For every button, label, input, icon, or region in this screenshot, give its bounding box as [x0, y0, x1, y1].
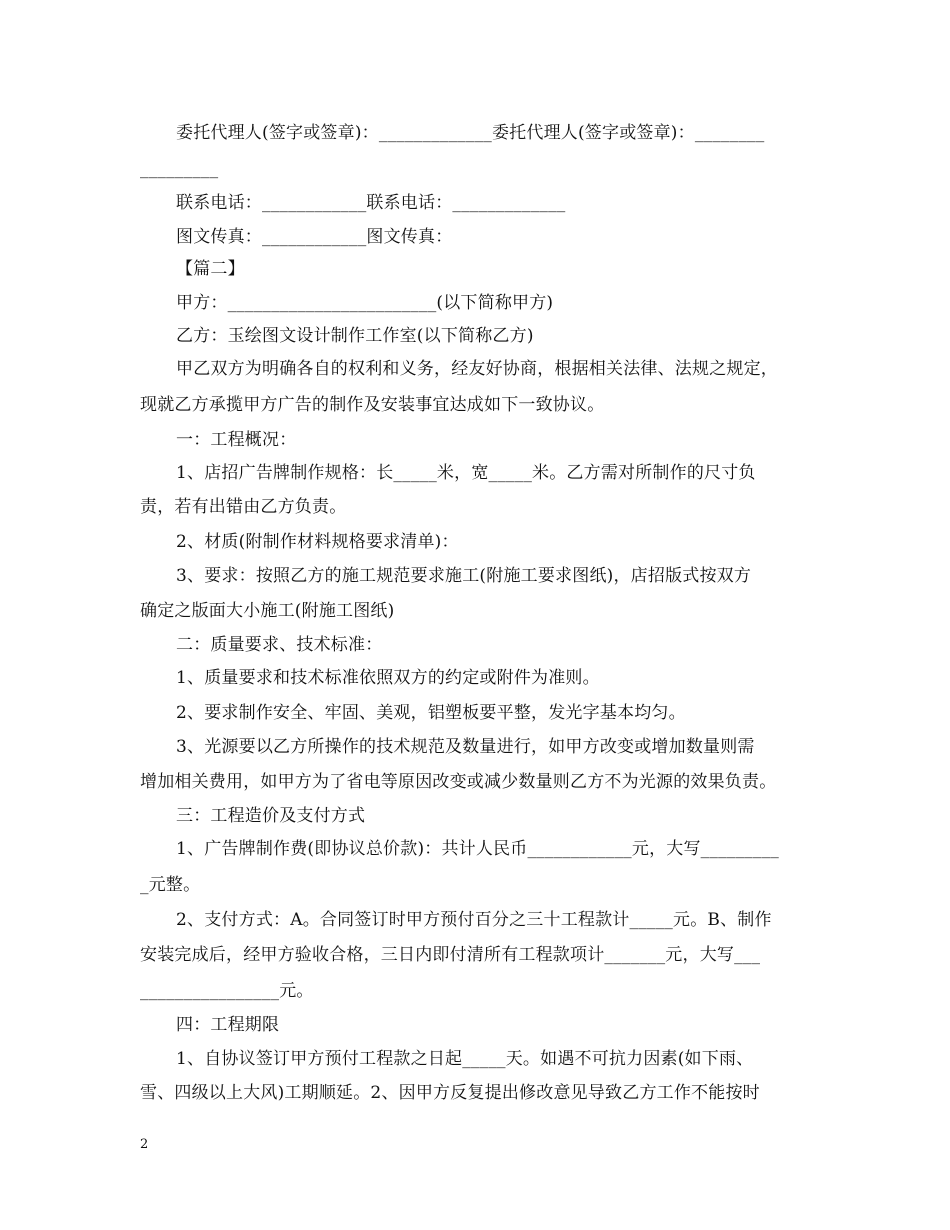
text-line: 现就乙方承揽甲方广告的制作及安装事宜达成如下一致协议。: [140, 395, 605, 415]
text-line: 图文传真：____________图文传真：: [176, 227, 453, 247]
text-line: 乙方：玉绘图文设计制作工作室(以下简称乙方): [176, 326, 534, 346]
subsection-heading: 一：工程概况：: [176, 430, 297, 450]
text-line: 委托代理人(签字或签章)：_____________委托代理人(签字或签章)：________: [176, 123, 765, 143]
subsection-heading: 二：质量要求、技术标准：: [176, 635, 383, 655]
text-line: _________: [140, 159, 219, 179]
text-line: 2、材质(附制作材料规格要求清单)：: [176, 532, 459, 552]
text-line: 1、质量要求和技术标准依照双方的约定或附件为准则。: [176, 668, 600, 688]
text-line: 责，若有出错由乙方负责。: [140, 497, 347, 517]
section-heading: 【篇二】: [176, 259, 245, 279]
page-number: 2: [140, 1137, 149, 1152]
text-line: 联系电话：____________联系电话：_____________: [176, 193, 566, 213]
text-line: 甲方：________________________(以下简称甲方): [176, 293, 554, 313]
text-line: 2、要求制作安全、牢固、美观，铝塑板要平整，发光字基本均匀。: [176, 703, 686, 723]
text-line: 1、广告牌制作费(即协议总价款)：共计人民币____________元，大写_________: [176, 839, 779, 859]
text-line: 3、光源要以乙方所操作的技术规范及数量进行，如甲方改变或增加数量则需: [176, 737, 755, 757]
text-line: 1、店招广告牌制作规格：长_____米，宽_____米。乙方需对所制作的尺寸负: [176, 463, 756, 483]
text-line: 雪、四级以上大风)工期顺延。2、因甲方反复提出修改意见导致乙方工作不能按时: [140, 1083, 760, 1103]
text-line: 1、自协议签订甲方预付工程款之日起_____天。如遇不可抗力因素(如下雨、: [176, 1049, 754, 1069]
subsection-heading: 四：工程期限: [176, 1015, 280, 1035]
text-line: ________________元。: [140, 981, 314, 1001]
text-line: 增加相关费用，如甲方为了省电等原因改变或减少数量则乙方不为光源的效果负责。: [140, 772, 777, 792]
subsection-heading: 三：工程造价及支付方式: [176, 806, 366, 826]
text-line: 3、要求：按照乙方的施工规范要求施工(附施工要求图纸)，店招版式按双方: [176, 566, 752, 586]
text-line: 安装完成后，经甲方验收合格，三日内即付清所有工程款项计_______元，大写___: [140, 945, 761, 965]
text-line: 2、支付方式：A。合同签订时甲方预付百分之三十工程款计_____元。B、制作: [176, 910, 772, 930]
text-line: _元整。: [140, 875, 201, 895]
text-line: 确定之版面大小施工(附施工图纸): [140, 601, 395, 621]
text-line: 甲乙双方为明确各自的权利和义务，经友好协商，根据相关法律、法规之规定，: [176, 359, 778, 379]
